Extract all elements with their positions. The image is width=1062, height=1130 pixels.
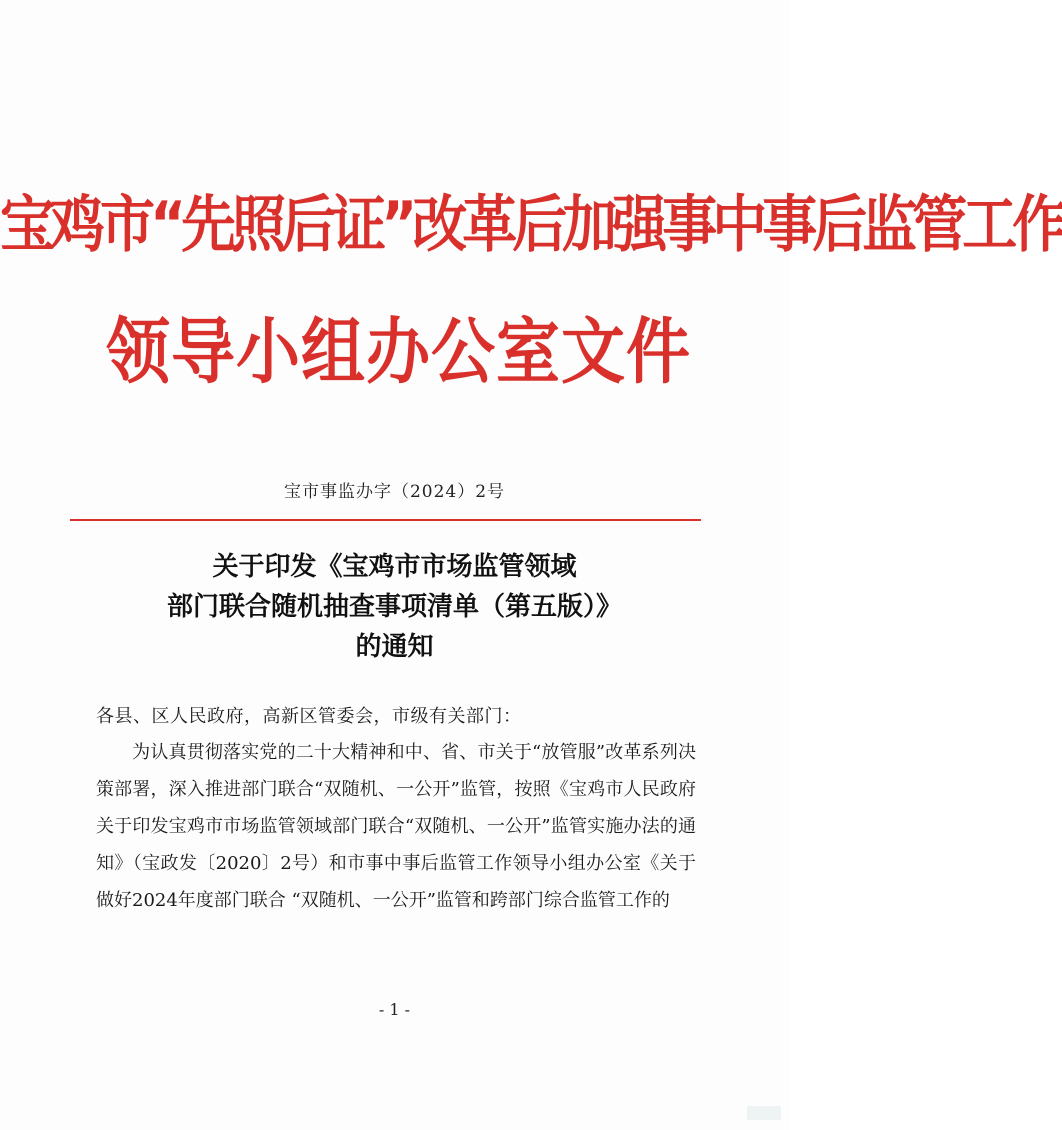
body-paragraph — [96, 734, 696, 919]
red-separator-line — [70, 519, 701, 521]
document-number: 宝市事监办字（2024）2号 — [283, 482, 506, 502]
issuing-authority-line1: 宝鸡市“先照后证”改革后加强事中事后监管工作 — [0, 188, 1062, 260]
issuing-authority-line2: 领导小组办公室文件 — [106, 311, 691, 395]
notice-title-line1: 关于印发《宝鸡市市场监管领域 — [212, 552, 577, 582]
notice-title-line2: 部门联合随机抽查事项清单（第五版）》 — [166, 592, 622, 622]
page-number: - 1 - — [378, 1000, 411, 1019]
addressee: 各县、区人民政府，高新区管委会，市级有关部门： — [96, 706, 522, 727]
scan-corner-mark — [747, 1106, 781, 1120]
body-paragraph-text: 为认真贯彻落实党的二十大精神和中、省、市关于“放管服”改革系列决策部署，深入推进部门联合“双随机、一公开”监管，按照《宝鸡市人民政府关于印发宝鸡市市场监管领域部门联合“双随机、一公开”监管实施办法的通知》（宝政发〔2020〕2号）和市事中事后监管工作领导小组办公室《关于做好2024年度部门联合 “双随机、一公开”监管和跨部门综合监管工作的 — [96, 742, 696, 911]
notice-title-line3: 的通知 — [355, 632, 434, 662]
